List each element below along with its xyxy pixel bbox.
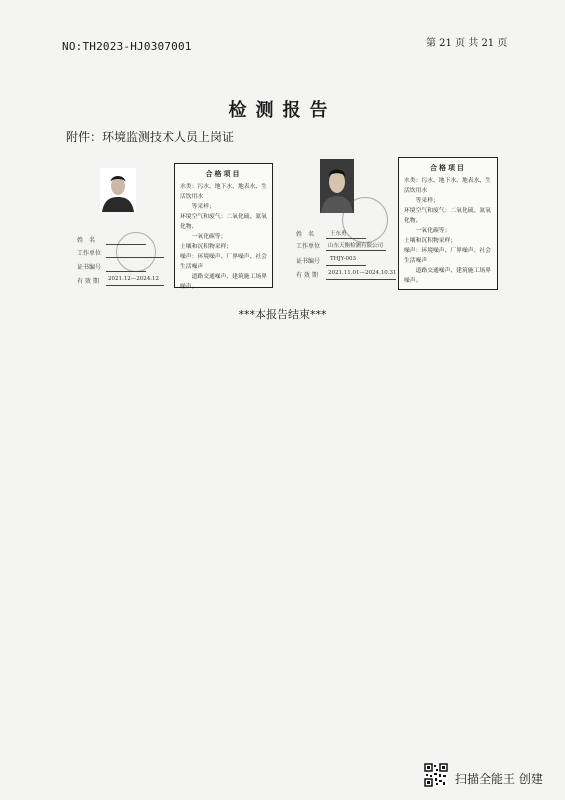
id-photo <box>100 168 136 212</box>
person-silhouette-icon <box>100 168 136 212</box>
report-end-mark: ***本报告结束*** <box>238 308 327 321</box>
unit-value: 山东天衡检测有限公司 <box>328 243 384 249</box>
validity-value: 2021.11.01—2024.10.31 <box>328 270 397 276</box>
card-title: 合格项目 <box>430 163 466 172</box>
qr-code-icon <box>424 763 448 787</box>
attachment-subtitle: 附件：环境监测技术人员上岗证 <box>66 130 235 144</box>
cert-number-label: 证书编号 <box>77 264 102 271</box>
qualified-items-card-1 <box>174 163 273 288</box>
validity-value: 2021.12—2024.12 <box>108 276 159 282</box>
cert-number-field <box>106 262 146 272</box>
validity-label: 有 效 期 <box>77 278 99 285</box>
name-value: 王东勇 <box>330 231 347 237</box>
validity-label: 有 效 期 <box>296 272 318 279</box>
name-label: 姓 名 <box>296 231 315 238</box>
card-title: 合格项目 <box>205 169 242 178</box>
unit-label: 工作单位 <box>296 243 321 250</box>
cert-number-value: THJY-003 <box>330 256 357 262</box>
qualified-items-card-2 <box>398 157 498 290</box>
cert-number-label: 证书编号 <box>296 258 321 265</box>
card-items: 水类：污水、地下水、地表水、生活饮用水 等采样； 环境空气和废气：二氧化硫、氮氧化物、 一氧化碳等； 土壤和沉积物采样； 噪声：环境噪声、厂界噪声、社会生活噪声 道路交通噪声、建筑施工场界噪声。 <box>404 178 491 284</box>
scanner-watermark-text: 扫描全能王 创建 <box>455 772 543 786</box>
name-field <box>106 235 146 245</box>
card-items: 水类：污水、地下水、地表水、生活饮用水 等采样； 环境空气和废气：二氧化硫、氮氧化物、 一氧化碳等； 土壤和沉积物采样； 噪声：环境噪声、厂界噪声、社会生活噪声 道路交通噪声、建筑施工场界噪声。 <box>180 184 267 290</box>
unit-field <box>106 248 164 258</box>
report-title: 检测报告 <box>228 100 337 121</box>
page-number: 第 21 页 共 21 页 <box>426 38 508 49</box>
certificate-2 <box>280 155 400 290</box>
name-label: 姓 名 <box>77 237 96 244</box>
unit-label: 工作单位 <box>77 250 102 257</box>
document-number: NO:TH2023-HJ0307001 <box>62 40 192 53</box>
